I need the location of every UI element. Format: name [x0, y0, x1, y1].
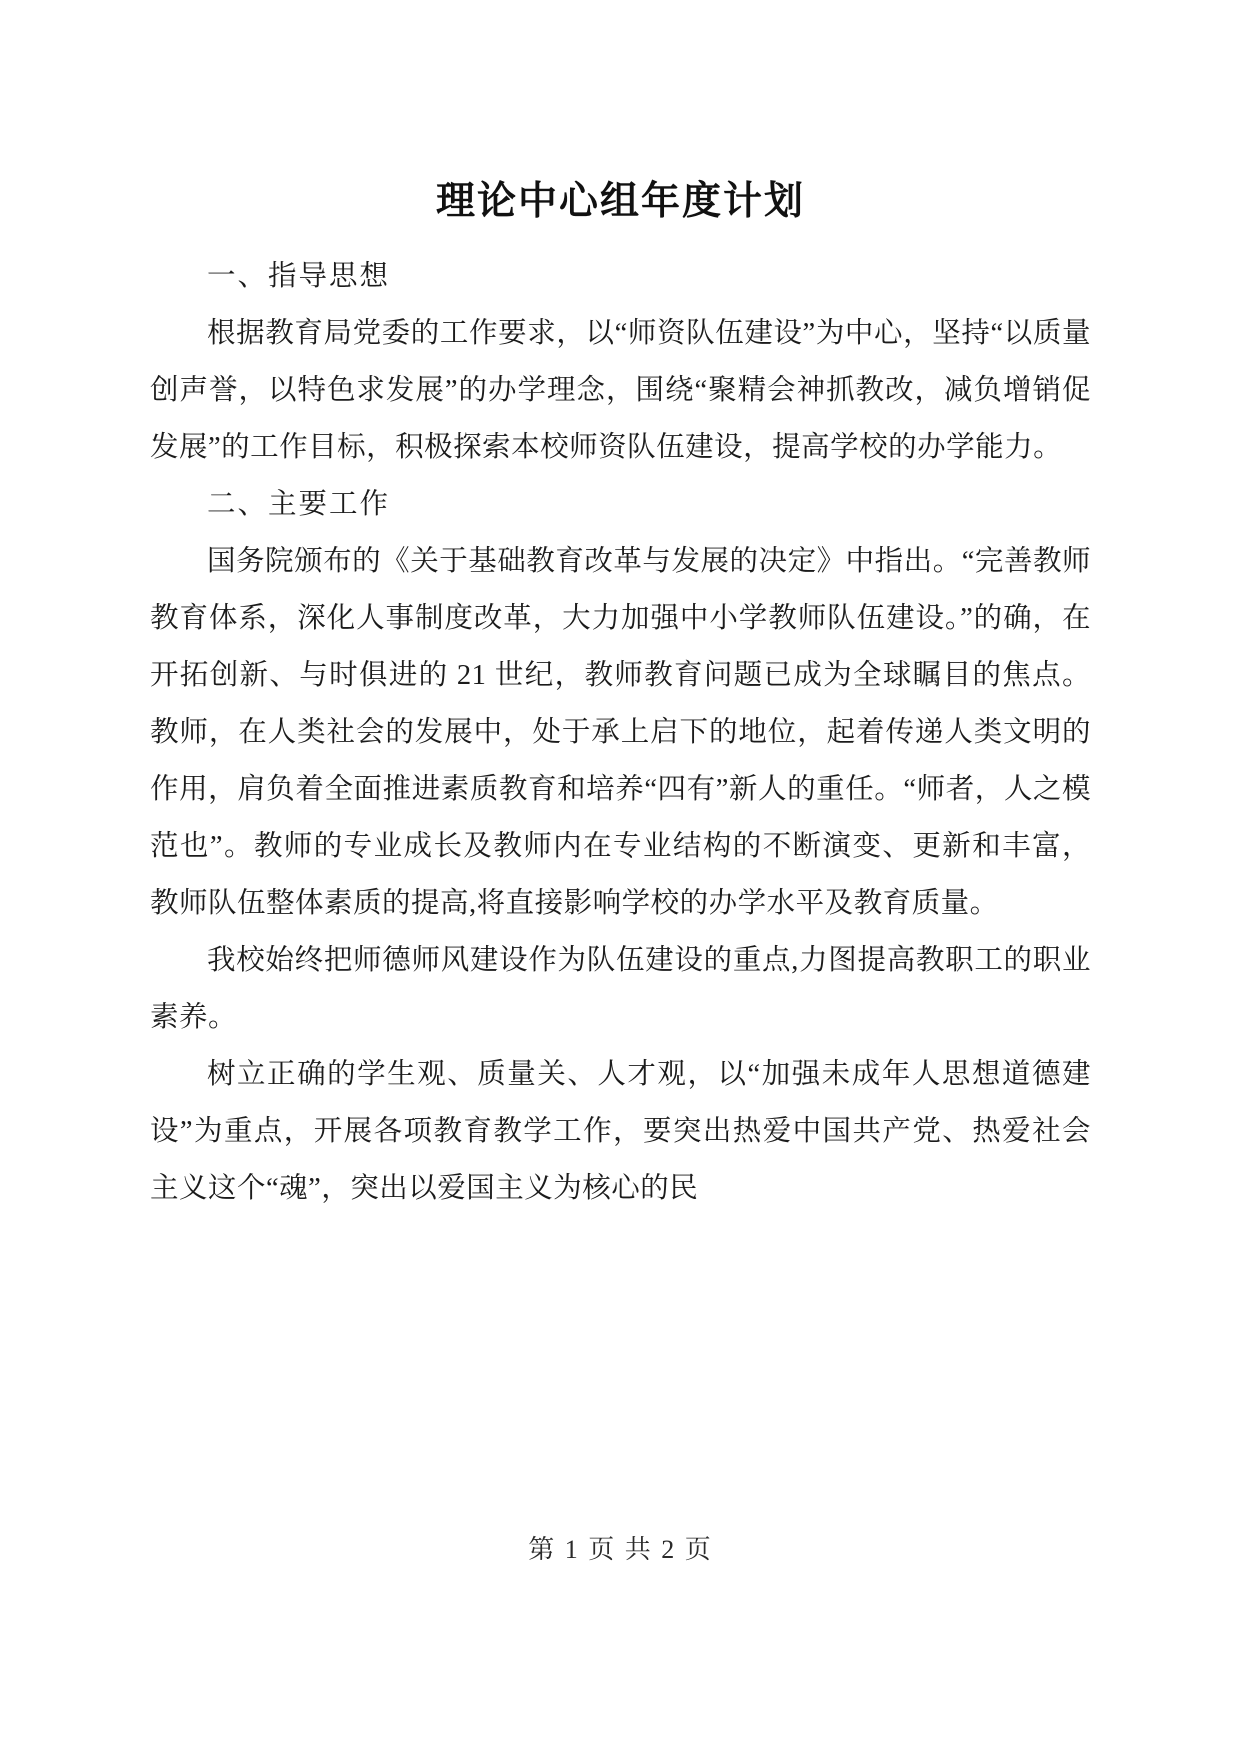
- paragraph-3: 我校始终把师德师风建设作为队伍建设的重点,力图提高教职工的职业素养。: [150, 944, 1091, 1033]
- paragraph-2: 国务院颁布的《关于基础教育改革与发展的决定》中指出。“完善教师教育体系，深化人事制度改革，大力加强中小学教师队伍建设。”的确，在开拓创新、与时俱进的 21 世纪，教师教育问题已成为全球瞩目的焦点。教师，在人类社会的发展中，处于承上启下的地位，起着传递人类文明的作用，肩负着全面推进素质教育和培养“四有”新人的重任。“师者，人之模范也”。教师的专业成长及教师内在专业结构的不断演变、更新和丰富，教师队伍整体素质的提高,将直接影响学校的办学水平及教育质量。: [150, 545, 1091, 919]
- page-title: 理论中心组年度计划: [435, 179, 805, 224]
- paragraph-4: 树立正确的学生观、质量关、人才观，以“加强未成年人思想道德建设”为重点，开展各项教育教学工作，要突出热爱中国共产党、热爱社会主义这个“魂”，突出以爱国主义为核心的民: [150, 1058, 1091, 1204]
- page-footer: 第 1 页 共 2 页: [528, 1535, 713, 1564]
- section-heading-1: 一、指导思想: [207, 260, 391, 292]
- document-body: [150, 248, 1091, 1217]
- section-heading-2: 二、主要工作: [207, 488, 391, 520]
- paragraph-1: 根据教育局党委的工作要求，以“师资队伍建设”为中心，坚持“以质量创声誉，以特色求发展”的办学理念，围绕“聚精会神抓教改，减负增销促发展”的工作目标，积极探索本校师资队伍建设，提高学校的办学能力。: [150, 317, 1091, 463]
